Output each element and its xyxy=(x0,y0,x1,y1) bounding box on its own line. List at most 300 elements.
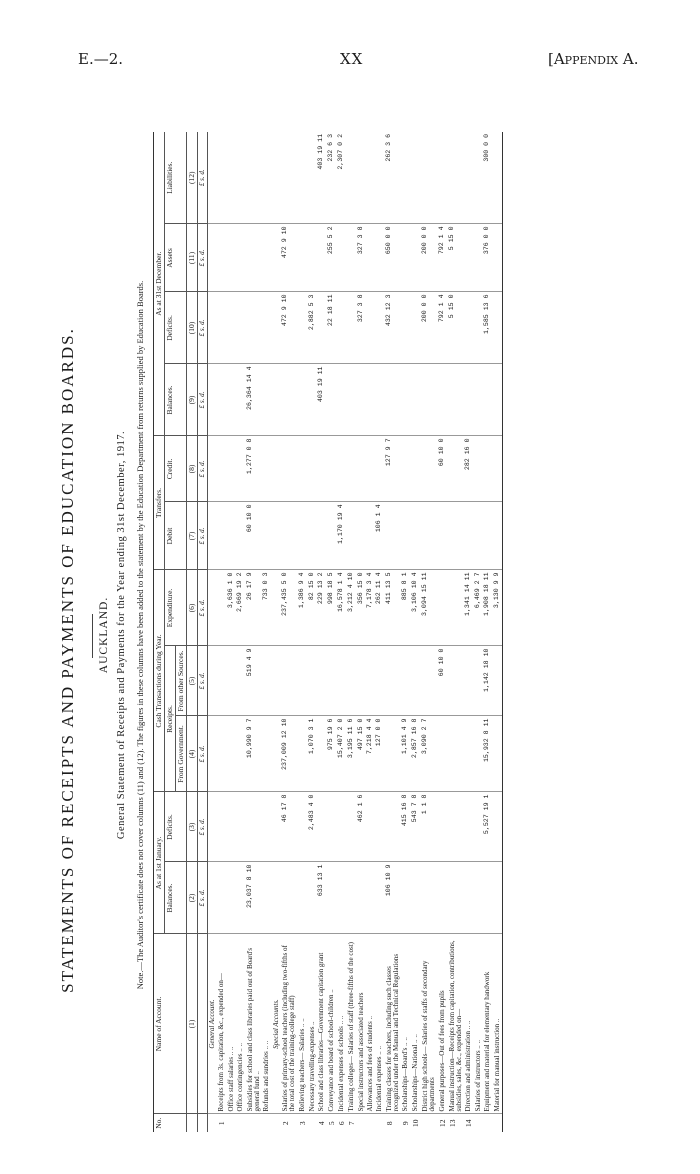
amount-cell xyxy=(298,364,308,436)
amount-cell: 5 15 0 xyxy=(448,224,465,292)
amount-cell xyxy=(448,436,465,502)
amount-cell xyxy=(385,792,402,862)
amount-cell xyxy=(272,436,281,502)
amount-cell xyxy=(347,646,357,716)
amount-cell xyxy=(493,646,503,716)
row-number xyxy=(227,1114,236,1132)
amount-cell xyxy=(308,224,317,292)
account-name: Refunds and sundries .. .. xyxy=(262,934,271,1114)
table-row xyxy=(357,132,366,1132)
amount-cell xyxy=(308,502,317,570)
accounts-table xyxy=(153,132,503,1132)
amount-cell xyxy=(438,792,448,862)
account-name: Manual instruction—Receipts from capitation, contributions, subsidies, sales, &c., expended on— xyxy=(448,934,465,1114)
amount-cell: 15,932 8 11 xyxy=(483,716,492,792)
amount-cell xyxy=(421,436,438,502)
amount-cell xyxy=(366,436,375,502)
amount-cell xyxy=(438,716,448,792)
rotated-page-body xyxy=(40,130,640,1140)
appendix-label: [Appendix A. xyxy=(548,50,639,68)
row-number: 2 xyxy=(281,1121,291,1126)
receipts-header: Receipts. xyxy=(164,646,175,792)
amount-cell: 60 10 0 xyxy=(438,436,448,502)
amount-cell xyxy=(375,646,384,716)
amount-cell xyxy=(421,364,438,436)
amount-cell: 1,386 9 4 xyxy=(298,570,308,646)
amount-cell: 472 9 10 xyxy=(281,292,298,364)
unit-label: £ s. d. xyxy=(197,792,207,862)
account-name: Equipment and material for elementary handwork xyxy=(483,934,492,1114)
amount-cell xyxy=(308,862,317,934)
amount-cell: 7,178 3 4 xyxy=(366,570,375,646)
unit-label: £ s. d. xyxy=(197,364,207,436)
amount-cell xyxy=(281,132,298,224)
amount-cell: 3,212 4 10 xyxy=(347,570,357,646)
amount-cell xyxy=(375,224,384,292)
amount-cell: 60 10 0 xyxy=(246,502,263,570)
table-row xyxy=(483,132,492,1132)
amount-cell xyxy=(227,862,236,934)
row-number xyxy=(357,1114,366,1132)
amount-cell: 2,669 19 2 xyxy=(236,570,245,646)
amount-cell: 7,218 4 4 xyxy=(366,716,375,792)
table-row xyxy=(337,132,347,1132)
amount-cell xyxy=(272,570,281,646)
row-number xyxy=(483,1114,492,1132)
amount-cell xyxy=(217,292,227,364)
account-name: Incidental expenses .. .. xyxy=(375,934,384,1114)
amount-cell xyxy=(272,716,281,792)
amount-cell xyxy=(327,364,337,436)
amount-cell xyxy=(337,224,347,292)
account-name: Salaries of instructors .. .. xyxy=(474,934,483,1114)
amount-cell xyxy=(308,132,317,224)
amount-cell xyxy=(347,792,357,862)
amount-cell xyxy=(493,502,503,570)
unit-blank xyxy=(197,1114,207,1132)
amount-cell xyxy=(272,862,281,934)
account-name: Scholarships—National .. .. xyxy=(411,934,421,1114)
amount-cell xyxy=(438,862,448,934)
unit-label: £ s. d. xyxy=(197,502,207,570)
amount-cell xyxy=(262,502,271,570)
account-name: Training colleges— Salaries of staff (three-fifths of the cost) xyxy=(347,934,357,1114)
amount-cell xyxy=(411,132,421,224)
table-row xyxy=(375,132,384,1132)
amount-cell xyxy=(438,364,448,436)
amount-cell xyxy=(272,292,281,364)
amount-cell xyxy=(448,364,465,436)
amount-cell xyxy=(401,292,411,364)
col-number: (9) xyxy=(186,364,197,436)
group-jan-header: As at 1st January. xyxy=(154,792,165,934)
amount-cell xyxy=(308,646,317,716)
account-name: Scholarships—Board's .. .. xyxy=(401,934,411,1114)
row-number: 7 xyxy=(346,1121,356,1126)
row-number: 1 xyxy=(217,1121,227,1126)
amount-cell xyxy=(217,364,227,436)
amount-cell xyxy=(262,364,271,436)
table-row xyxy=(421,132,438,1132)
amount-cell xyxy=(227,292,236,364)
amount-cell xyxy=(474,364,483,436)
title-rule xyxy=(92,614,93,658)
col-number: (11) xyxy=(186,224,197,292)
account-name: Relieving teachers— Salaries .. .. xyxy=(298,934,308,1114)
row-number: 9 xyxy=(401,1121,411,1126)
amount-cell xyxy=(227,502,236,570)
amount-cell: 2,882 5 3 xyxy=(308,292,317,364)
account-name: Office staff salaries .. .. xyxy=(227,934,236,1114)
row-number xyxy=(262,1114,271,1132)
row-number xyxy=(236,1114,245,1132)
amount-cell: 3,195 11 6 xyxy=(347,716,357,792)
amount-cell xyxy=(227,364,236,436)
amount-cell xyxy=(474,862,483,934)
account-name: Training classes for teachers, including such classes recognized under the Manual and Technical Regulations xyxy=(385,934,402,1114)
amount-cell xyxy=(327,862,337,934)
amount-cell xyxy=(207,132,217,224)
amount-cell: 200 0 0 xyxy=(421,292,438,364)
amount-cell xyxy=(207,646,217,716)
table-row xyxy=(262,132,271,1132)
amount-cell xyxy=(375,364,384,436)
amount-cell xyxy=(366,364,375,436)
row-number: 8 xyxy=(384,1121,394,1126)
amount-cell xyxy=(375,132,384,224)
col-number: (3) xyxy=(186,792,197,862)
amount-cell: 403 19 11 xyxy=(317,132,327,224)
amount-cell xyxy=(448,132,465,224)
amount-cell xyxy=(317,224,327,292)
amount-cell: 462 1 6 xyxy=(357,792,366,862)
amount-cell xyxy=(448,862,465,934)
amount-cell xyxy=(464,792,474,862)
col-name-header: Name of Account. xyxy=(154,934,187,1114)
amount-cell: 792 1 4 xyxy=(438,292,448,364)
amount-cell xyxy=(438,502,448,570)
account-name: Incidental expenses of schools .. .. xyxy=(337,934,347,1114)
amount-cell xyxy=(474,224,483,292)
expenditure-header: Expenditure. xyxy=(164,570,186,646)
row-number: 6 xyxy=(336,1121,346,1126)
accounts-table-wrap xyxy=(153,132,503,1132)
col-number: (10) xyxy=(186,292,197,364)
amount-cell xyxy=(401,224,411,292)
amount-cell xyxy=(357,132,366,224)
amount-cell: 543 7 8 xyxy=(411,792,421,862)
amount-cell: 327 3 8 xyxy=(357,224,366,292)
amount-cell xyxy=(207,716,217,792)
amount-cell xyxy=(464,862,474,934)
unit-label: £ s. d. xyxy=(197,570,207,646)
account-name: Direction and administration .. .. xyxy=(464,934,474,1114)
account-name: School and class libraries—Government capitation grant xyxy=(317,934,327,1114)
amount-cell xyxy=(474,132,483,224)
amount-cell: 200 0 0 xyxy=(421,224,438,292)
amount-cell xyxy=(327,436,337,502)
amount-cell xyxy=(366,862,375,934)
amount-cell xyxy=(401,132,411,224)
amount-cell xyxy=(474,792,483,862)
table-row xyxy=(474,132,483,1132)
amount-cell xyxy=(262,292,271,364)
amount-cell xyxy=(366,292,375,364)
amount-cell xyxy=(298,292,308,364)
amount-cell: 5 15 0 xyxy=(448,292,465,364)
account-name: Salaries of primary-school teachers (including two-fifths of the total cost of the training-college staff) xyxy=(281,934,298,1114)
amount-cell xyxy=(464,364,474,436)
amount-cell xyxy=(357,502,366,570)
amount-cell: 106 1 4 xyxy=(375,502,384,570)
col-number: (8) xyxy=(186,436,197,502)
amount-cell xyxy=(483,364,492,436)
auditor-note: Note.—The Auditor's certificate does not cover columns (11) and (12). The figures in these columns have been added to the statement by the Education Department from returns supplied by Education Boards. xyxy=(135,280,145,990)
amount-cell: 733 0 3 xyxy=(262,570,271,646)
amount-cell xyxy=(262,646,271,716)
table-row xyxy=(327,132,337,1132)
amount-cell xyxy=(464,224,474,292)
amount-cell: 26 17 9 xyxy=(246,570,263,646)
amount-cell: 1,170 19 4 xyxy=(337,502,347,570)
account-name: Special instructors and associated teachers xyxy=(357,934,366,1114)
amount-cell xyxy=(337,436,347,502)
amount-cell xyxy=(337,792,347,862)
amount-cell xyxy=(227,716,236,792)
amount-cell xyxy=(474,292,483,364)
amount-cell xyxy=(366,502,375,570)
amount-cell xyxy=(298,502,308,570)
amount-cell xyxy=(207,862,217,934)
amount-cell xyxy=(366,132,375,224)
amount-cell xyxy=(385,716,402,792)
amount-cell xyxy=(337,364,347,436)
row-number xyxy=(308,1114,317,1132)
section-heading: General Account. xyxy=(207,934,217,1114)
amount-cell xyxy=(421,646,438,716)
amount-cell xyxy=(347,292,357,364)
amount-cell: 1,101 4 9 xyxy=(401,716,411,792)
amount-cell xyxy=(474,436,483,502)
amount-cell xyxy=(448,792,465,862)
amount-cell xyxy=(411,436,421,502)
deficits2-header: Deficits. xyxy=(164,292,186,364)
row-number xyxy=(207,1114,217,1132)
amount-cell xyxy=(217,502,227,570)
amount-cell xyxy=(375,862,384,934)
amount-cell: 3,636 1 0 xyxy=(227,570,236,646)
balances-header: Balances. xyxy=(164,862,186,934)
unit-label: £ s. d. xyxy=(197,224,207,292)
amount-cell xyxy=(217,132,227,224)
amount-cell xyxy=(357,862,366,934)
row-number: 13 xyxy=(447,1119,457,1127)
amount-cell xyxy=(317,436,327,502)
account-name: Receipts from 3s. capitation, &c., expended on— xyxy=(217,934,227,1114)
table-row xyxy=(401,132,411,1132)
table-row xyxy=(464,132,474,1132)
row-number: 10 xyxy=(411,1119,421,1127)
unit-label: £ s. d. xyxy=(197,716,207,792)
amount-cell xyxy=(464,646,474,716)
header-row-groups xyxy=(154,132,165,1132)
amount-cell xyxy=(281,502,298,570)
table-row xyxy=(236,132,245,1132)
amount-cell xyxy=(347,502,357,570)
group-cash-header: Cash Transactions during Year. xyxy=(154,570,165,792)
table-row xyxy=(438,132,448,1132)
table-row xyxy=(448,132,465,1132)
table-row xyxy=(411,132,421,1132)
amount-cell: 255 5 2 xyxy=(327,224,337,292)
row-number: 5 xyxy=(326,1121,336,1126)
header-row-units xyxy=(197,132,207,1132)
amount-cell xyxy=(262,792,271,862)
account-name: Material for manual instruction .. xyxy=(493,934,503,1114)
amount-cell xyxy=(262,224,271,292)
col-number: (6) xyxy=(186,570,197,646)
amount-cell: 3,090 2 7 xyxy=(421,716,438,792)
amount-cell: 229 13 2 xyxy=(317,570,327,646)
amount-cell xyxy=(298,132,308,224)
amount-cell xyxy=(375,792,384,862)
amount-cell: 3,106 10 4 xyxy=(411,570,421,646)
amount-cell xyxy=(281,862,298,934)
row-number xyxy=(246,1114,263,1132)
amount-cell xyxy=(227,132,236,224)
col-number: (12) xyxy=(186,132,197,224)
amount-cell xyxy=(401,436,411,502)
col-number: (7) xyxy=(186,502,197,570)
amount-cell xyxy=(464,132,474,224)
amount-cell: 519 4 9 xyxy=(246,646,263,716)
amount-cell xyxy=(493,716,503,792)
amount-cell: 16,578 1 4 xyxy=(337,570,347,646)
row-number: 4 xyxy=(317,1121,327,1126)
amount-cell xyxy=(298,716,308,792)
amount-cell xyxy=(411,224,421,292)
row-number xyxy=(272,1114,281,1132)
amount-cell xyxy=(272,132,281,224)
amount-cell xyxy=(217,224,227,292)
col-number: (5) xyxy=(186,646,197,716)
amount-cell xyxy=(317,502,327,570)
amount-cell xyxy=(411,646,421,716)
amount-cell xyxy=(357,646,366,716)
amount-cell xyxy=(236,862,245,934)
amount-cell: 998 18 5 xyxy=(327,570,337,646)
table-row xyxy=(298,132,308,1132)
row-number xyxy=(366,1114,375,1132)
amount-cell xyxy=(483,862,492,934)
amount-cell xyxy=(262,716,271,792)
amount-cell xyxy=(227,224,236,292)
amount-cell xyxy=(227,436,236,502)
amount-cell xyxy=(493,436,503,502)
amount-cell: 403 19 11 xyxy=(317,364,327,436)
amount-cell xyxy=(375,292,384,364)
amount-cell xyxy=(236,132,245,224)
table-row xyxy=(385,132,402,1132)
amount-cell: 10,990 9 7 xyxy=(246,716,263,792)
amount-cell xyxy=(448,646,465,716)
assets-header: Assets xyxy=(164,224,186,292)
amount-cell xyxy=(308,436,317,502)
unit-label: £ s. d. xyxy=(197,436,207,502)
amount-cell xyxy=(262,862,271,934)
amount-cell xyxy=(236,646,245,716)
from-other-header: From other Sources. xyxy=(175,646,186,716)
amount-cell xyxy=(337,862,347,934)
amount-cell xyxy=(411,502,421,570)
account-name: Allowances and fees of students .. xyxy=(366,934,375,1114)
col-number: (2) xyxy=(186,862,197,934)
amount-cell xyxy=(357,436,366,502)
amount-cell xyxy=(246,292,263,364)
amount-cell xyxy=(246,792,263,862)
amount-cell xyxy=(217,862,227,934)
amount-cell xyxy=(217,436,227,502)
amount-cell: 792 1 4 xyxy=(438,224,448,292)
amount-cell xyxy=(401,502,411,570)
amount-cell xyxy=(246,224,263,292)
account-name: Necessary travelling-expenses .. xyxy=(308,934,317,1114)
amount-cell: 885 8 1 xyxy=(401,570,411,646)
row-number: 12 xyxy=(437,1119,447,1127)
amount-cell: 432 12 3 xyxy=(385,292,402,364)
unit-blank xyxy=(197,934,207,1114)
amount-cell: 411 13 5 xyxy=(385,570,402,646)
amount-cell xyxy=(493,862,503,934)
amount-cell xyxy=(262,132,271,224)
col-number: (1) xyxy=(186,934,197,1114)
amount-cell xyxy=(493,792,503,862)
table-row xyxy=(347,132,357,1132)
amount-cell xyxy=(298,646,308,716)
amount-cell xyxy=(448,716,465,792)
amount-cell: 232 6 3 xyxy=(327,132,337,224)
amount-cell xyxy=(272,792,281,862)
amount-cell xyxy=(401,646,411,716)
amount-cell: 356 15 0 xyxy=(357,570,366,646)
amount-cell xyxy=(385,502,402,570)
amount-cell xyxy=(421,862,438,934)
amount-cell: 106 10 9 xyxy=(385,862,402,934)
amount-cell xyxy=(272,364,281,436)
account-name: District high schools— Salaries of staffs of secondary departments xyxy=(421,934,438,1114)
amount-cell: 376 0 0 xyxy=(483,224,492,292)
amount-cell xyxy=(411,862,421,934)
amount-cell xyxy=(411,364,421,436)
amount-cell xyxy=(337,646,347,716)
credit-header: Credit. xyxy=(164,436,186,502)
amount-cell xyxy=(272,646,281,716)
amount-cell: 2,857 16 8 xyxy=(411,716,421,792)
amount-cell: 975 19 6 xyxy=(327,716,337,792)
amount-cell xyxy=(317,292,327,364)
amount-cell: 26,364 14 4 xyxy=(246,364,263,436)
amount-cell xyxy=(438,570,448,646)
amount-cell xyxy=(493,364,503,436)
amount-cell xyxy=(438,132,448,224)
header-row-colnums xyxy=(186,132,197,1132)
amount-cell: 262 3 6 xyxy=(385,132,402,224)
statement-title: STATEMENTS OF RECEIPTS AND PAYMENTS OF EDUCATION BOARDS. xyxy=(58,327,77,993)
amount-cell: 497 15 0 xyxy=(357,716,366,792)
amount-cell xyxy=(298,224,308,292)
amount-cell xyxy=(236,716,245,792)
amount-cell xyxy=(347,862,357,934)
